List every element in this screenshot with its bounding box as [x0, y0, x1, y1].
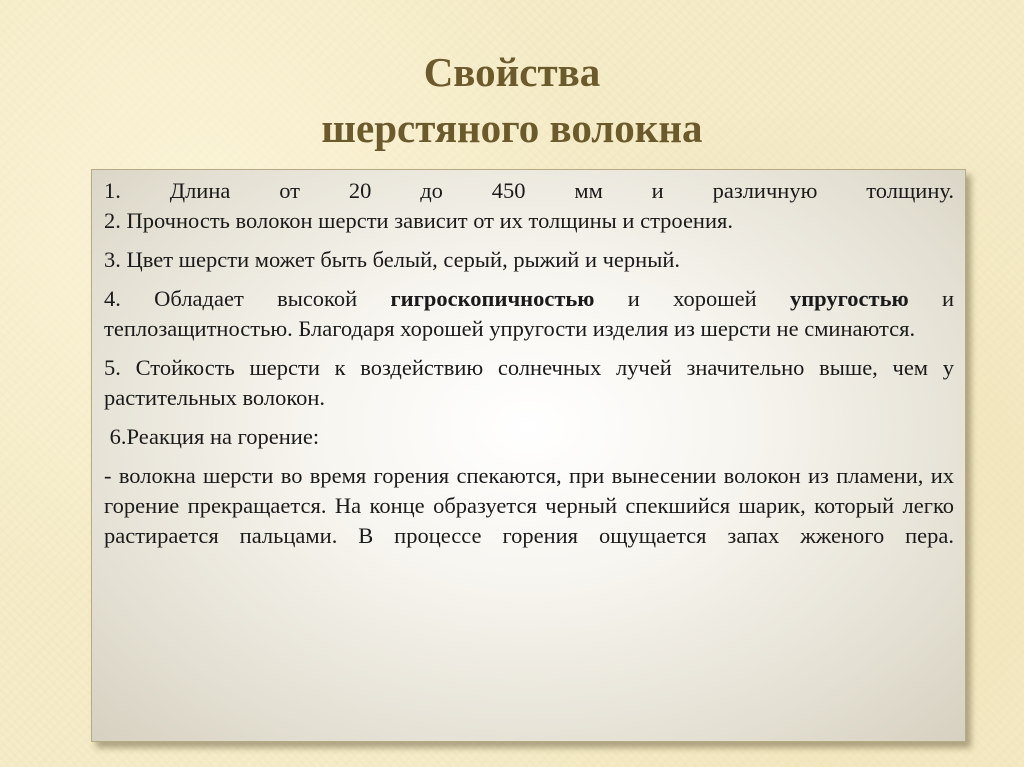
item-sun-resistance: 5. Стойкость шерсти к воздействию солнечных лучей значительно выше, чем у растительных волокон.: [104, 355, 954, 410]
item-4-bold-elasticity: упругостью: [789, 286, 909, 311]
title-line-1: Свойства: [423, 49, 601, 95]
title-line-2: шерстяного волокна: [321, 105, 703, 151]
properties-list: [104, 176, 954, 560]
item-strength: 2. Прочность волокон шерсти зависит от их толщины и строения.: [104, 208, 733, 233]
item-burning-heading: 6.Реакция на горение:: [104, 424, 320, 449]
item-burning-description: - волокна шерсти во время горения спекаются, при вынесении волокон из пламени, их горение прекращается. На конце образуется черный спекшийся шарик, который легко растирается пальцами. В процессе горения ощущается запах жженого пера.: [104, 463, 954, 548]
slide-title: [0, 44, 1024, 156]
list-item: [104, 176, 954, 206]
item-4-text-b: и хорошей: [594, 286, 790, 311]
item-4-text-a: 4. Обладает высокой: [104, 286, 391, 311]
item-4-text-c: и теплозащитностью. Благодаря хорошей упругости изделия из шерсти не сминаются.: [104, 286, 954, 341]
item-color: 3. Цвет шерсти может быть белый, серый, рыжий и черный.: [104, 247, 680, 272]
item-hygroscopicity: [104, 284, 954, 344]
item-4-bold-hygroscopicity: гигроскопичностью: [390, 286, 595, 311]
item-length: 1. Длина от 20 до 450 мм и различную толщину.: [104, 178, 954, 203]
